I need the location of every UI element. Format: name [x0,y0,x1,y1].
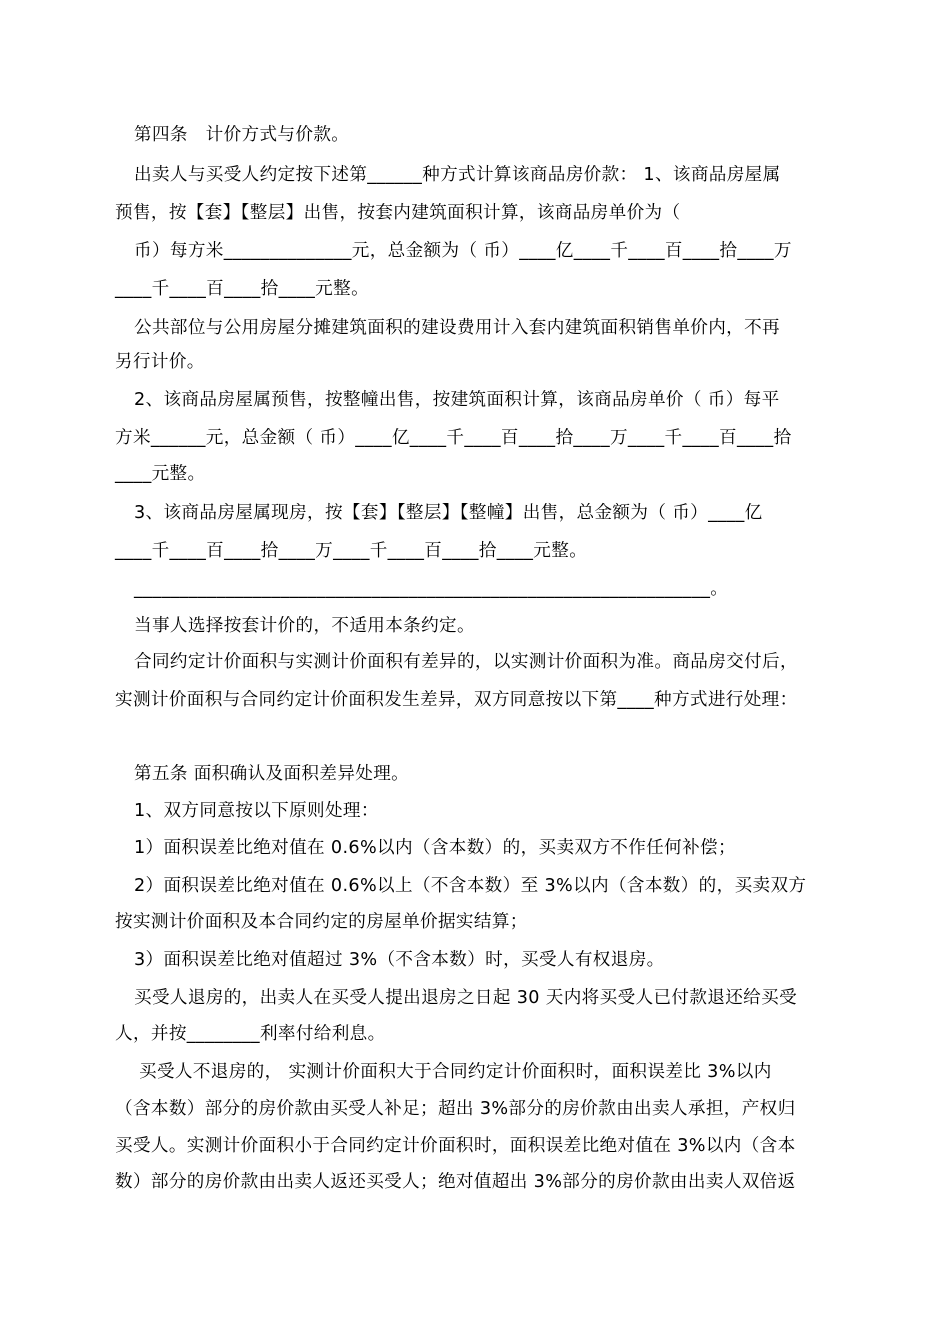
paragraph-line: 预售，按【套】【整层】出售，按套内建筑面积计算，该商品房单价为（ [115,203,681,223]
paragraph-line: 2、该商品房屋属预售，按整幢出售，按建筑面积计算，该商品房单价（ 币）每平 [134,390,780,410]
paragraph-line: ____千____百____拾____元整。 [115,279,370,299]
paragraph-line: 当事人选择按套计价的，不适用本条约定。 [134,616,475,636]
paragraph-line: ____元整。 [115,464,206,484]
paragraph-line: 另行计价。 [115,352,205,372]
paragraph-line: 2）面积误差比绝对值在 0.6%以上（不含本数）至 3%以内（含本数）的，买卖双方 [134,876,807,896]
paragraph-line: 出卖人与买受人约定按下述第______种方式计算该商品房价款： 1、该商品房屋属 [134,165,781,185]
paragraph-line: 公共部位与公用房屋分摊建筑面积的建设费用计入套内建筑面积销售单价内，不再 [134,318,780,338]
paragraph-line: 买受人退房的，出卖人在买受人提出退房之日起 30 天内将买受人已付款退还给买受 [134,988,798,1008]
paragraph-line: 按实测计价面积及本合同约定的房屋单价据实结算； [115,912,528,932]
paragraph-line: 人，并按________利率付给利息。 [115,1024,386,1044]
article-5-heading: 第五条 面积确认及面积差异处理。 [134,764,410,784]
paragraph-line: 方米______元，总金额（ 币）____亿____千____百____拾____万____千____百____拾 [115,428,792,448]
paragraph-line: 3）面积误差比绝对值超过 3%（不含本数）时，买受人有权退房。 [134,950,665,970]
paragraph-line: 币）每方米______________元，总金额为（ 币）____亿____千____百____拾____万 [134,241,792,261]
paragraph-line: 3、该商品房屋属现房，按【套】【整层】【整幢】出售，总金额为（ 币）____亿 [134,503,763,523]
paragraph-line: （含本数）部分的房价款由买受人补足；超出 3%部分的房价款由出卖人承担，产权归 [115,1099,796,1119]
paragraph-line: 合同约定计价面积与实测计价面积有差异的，以实测计价面积为准。商品房交付后， [134,652,798,672]
paragraph-line: 买受人不退房的， 实测计价面积大于合同约定计价面积时，面积误差比 3%以内 [139,1062,772,1082]
paragraph-line: 买受人。实测计价面积小于合同约定计价面积时，面积误差比绝对值在 3%以内（含本 [115,1136,796,1156]
paragraph-line: 数）部分的房价款由出卖人返还买受人；绝对值超出 3%部分的房价款由出卖人双倍返 [115,1172,796,1192]
article-4-heading: 第四条 计价方式与价款。 [134,125,350,145]
paragraph-line: 1、双方同意按以下原则处理： [134,801,379,821]
blank-fill-line: _______________________________________________________________。 [134,579,729,599]
paragraph-line: 实测计价面积与合同约定计价面积发生差异，双方同意按以下第____种方式进行处理： [115,690,798,710]
paragraph-line: ____千____百____拾____万____千____百____拾____元整。 [115,541,588,561]
paragraph-line: 1）面积误差比绝对值在 0.6%以内（含本数）的，买卖双方不作任何补偿； [134,838,736,858]
